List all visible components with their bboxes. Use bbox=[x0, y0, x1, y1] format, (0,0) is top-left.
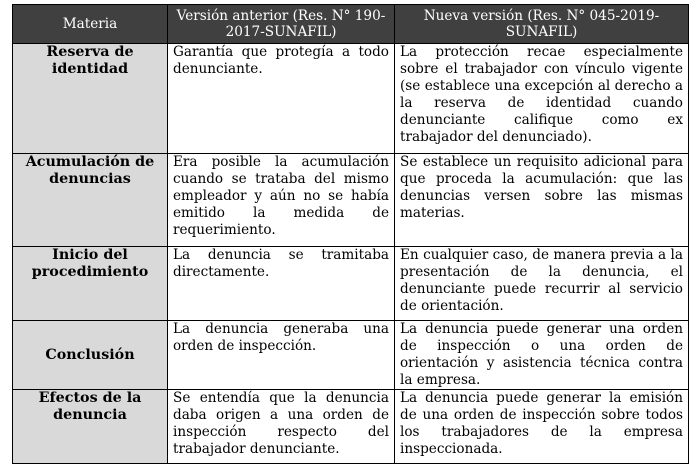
row-materia: Reserva de identidad bbox=[13, 44, 168, 154]
row-nueva-version: Se establece un requisito adicional para que proceda la acumulación: que las denuncias versen sobre las mismas materias. bbox=[395, 154, 689, 247]
row-nueva-version: La denuncia puede generar la emisión de una orden de inspección sobre todos los trabajadores de la empresa inspeccionada. bbox=[395, 390, 689, 464]
row-version-anterior: Se entendía que la denuncia daba origen a una orden de inspección respecto del trabajador denunciante. bbox=[168, 390, 395, 464]
header-version-anterior: Versión anterior (Res. N° 190-2017-SUNAFIL) bbox=[168, 5, 395, 44]
row-materia: Inicio del procedimiento bbox=[13, 247, 168, 321]
table-header bbox=[13, 5, 689, 44]
header-nueva-version: Nueva versión (Res. N° 045-2019-SUNAFIL) bbox=[395, 5, 689, 44]
row-materia: Efectos de la denuncia bbox=[13, 390, 168, 464]
row-version-anterior: La denuncia generaba una orden de inspección. bbox=[168, 321, 395, 390]
row-materia: Acumulación de denuncias bbox=[13, 154, 168, 247]
row-nueva-version: La denuncia puede generar una orden de inspección o una orden de orientación y asistencia técnica contra la empresa. bbox=[395, 321, 689, 390]
table-row bbox=[13, 44, 689, 154]
row-materia: Conclusión bbox=[13, 321, 168, 390]
table-row bbox=[13, 390, 689, 464]
row-version-anterior: Era posible la acumulación cuando se trataba del mismo empleador y aún no se había emitido la medida de requerimiento. bbox=[168, 154, 395, 247]
comparison-table bbox=[12, 4, 689, 464]
header-row bbox=[13, 5, 689, 44]
table-row bbox=[13, 321, 689, 390]
row-nueva-version: En cualquier caso, de manera previa a la presentación de la denuncia, el denunciante puede recurrir al servicio de orientación. bbox=[395, 247, 689, 321]
header-materia: Materia bbox=[13, 5, 168, 44]
table-row bbox=[13, 247, 689, 321]
row-version-anterior: La denuncia se tramitaba directamente. bbox=[168, 247, 395, 321]
table-body bbox=[13, 44, 689, 464]
row-version-anterior: Garantía que protegía a todo denunciante. bbox=[168, 44, 395, 154]
table-row bbox=[13, 154, 689, 247]
row-nueva-version: La protección recae especialmente sobre el trabajador con vínculo vigente (se establece una excepción al derecho a la reserva de identidad cuando denunciante califique como ex trabajador del denunciado). bbox=[395, 44, 689, 154]
